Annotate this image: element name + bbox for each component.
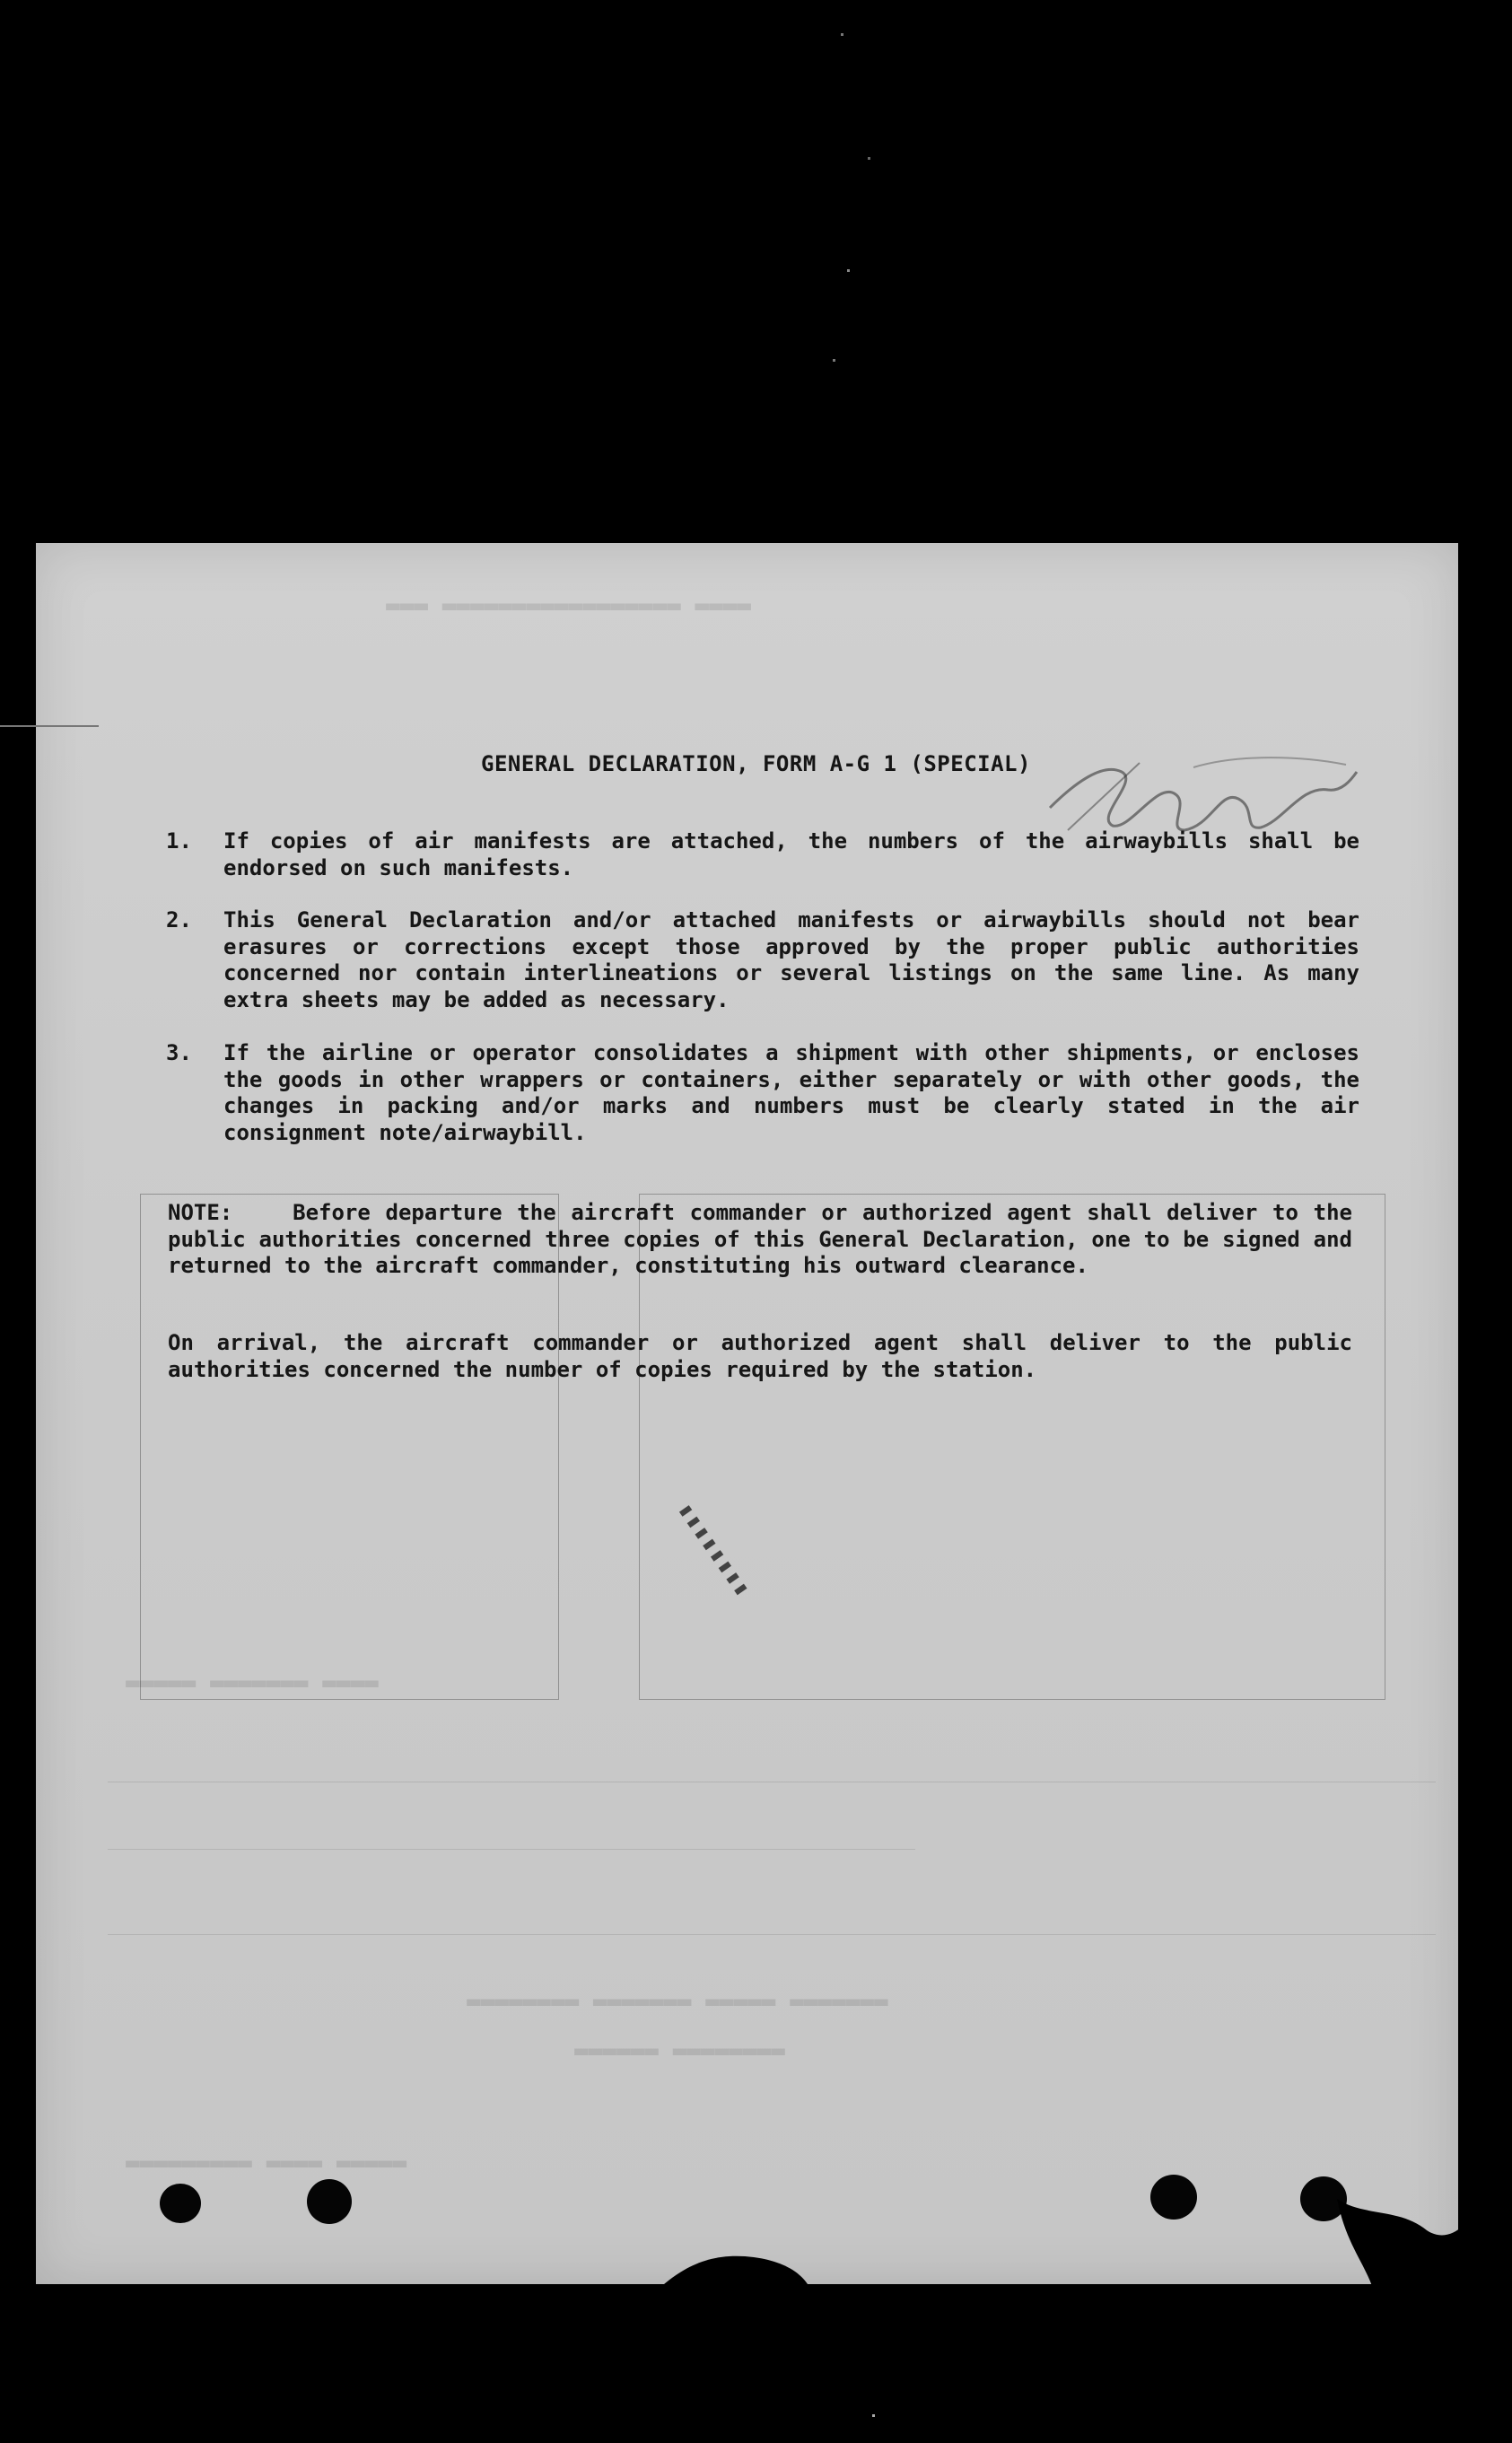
instruction-item-1	[166, 828, 1359, 881]
dust-speck	[0, 725, 99, 727]
bleed-through-text: ▬▬▬▬▬▬▬ ▬▬▬▬▬ ▬▬▬▬▬▬▬ ▬▬▬▬▬▬▬▬	[467, 1988, 888, 2015]
item-text: If the airline or operator consolidates a shipment with other shipments, or encloses the goods in other wrappers or containers, either separately or with other goods, the changes in packing and/or marks and numbers must be clearly stated in the air consignment note/airwaybill.	[223, 1040, 1359, 1145]
document-title: GENERAL DECLARATION, FORM A-G 1 (SPECIAL)	[481, 751, 1031, 776]
dust-speck	[833, 359, 835, 362]
torn-corner	[1319, 2190, 1463, 2289]
item-number: 3.	[166, 1040, 192, 1065]
instruction-item-2	[166, 907, 1359, 1013]
item-text: If copies of air manifests are attached, the numbers of the airwaybills shall be endorsed on such manifests.	[223, 828, 1359, 880]
item-number: 2.	[166, 907, 192, 933]
note-paragraph	[168, 1200, 1352, 1280]
bleed-through-text: ▬▬▬▬▬ ▬▬▬▬ ▬▬▬▬▬▬▬▬▬	[126, 2150, 407, 2176]
note-label: NOTE:	[168, 1200, 233, 1225]
dust-speck	[872, 2414, 875, 2417]
bleed-through-text: ▬▬▬▬▬▬▬▬ ▬▬▬▬▬▬	[574, 2037, 785, 2064]
bleed-through-line	[108, 1934, 1436, 1935]
note-text: Before departure the aircraft commander or authorized agent shall deliver to the public authorities concerned three copies of this General Declaration, one to be signed and returned to the aircraft commander, constituting his outward clearance.	[168, 1200, 1353, 1278]
punch-hole	[307, 2179, 352, 2224]
bleed-through-text: ▬▬▬▬ ▬▬▬▬▬▬▬▬▬▬▬▬▬▬▬▬▬ ▬▬▬	[386, 592, 751, 619]
instruction-item-3	[166, 1040, 1359, 1146]
bleed-through-line	[108, 1849, 915, 1850]
item-number: 1.	[166, 828, 192, 854]
punch-hole	[160, 2184, 201, 2223]
punch-hole	[1150, 2175, 1197, 2220]
rotated-stamp: ▮▮▮▮▮▮▮▮	[673, 1499, 756, 1602]
bleed-through-text: ▬▬▬▬ ▬▬▬▬▬▬▬ ▬▬▬▬▬	[126, 1669, 379, 1696]
arrival-paragraph: On arrival, the aircraft commander or authorized agent shall deliver to the public authorities concerned the number of copies required by the station.	[168, 1330, 1352, 1382]
dust-speck	[847, 269, 850, 272]
item-text: This General Declaration and/or attached manifests or airwaybills should not bear erasures or corrections except those approved by the proper public authorities concerned nor contain interlineations or several listings on the same line. As many extra sheets may be added as necessary.	[223, 907, 1359, 1012]
torn-edge	[664, 2248, 808, 2289]
dust-speck	[841, 33, 843, 36]
dust-speck	[868, 157, 870, 160]
